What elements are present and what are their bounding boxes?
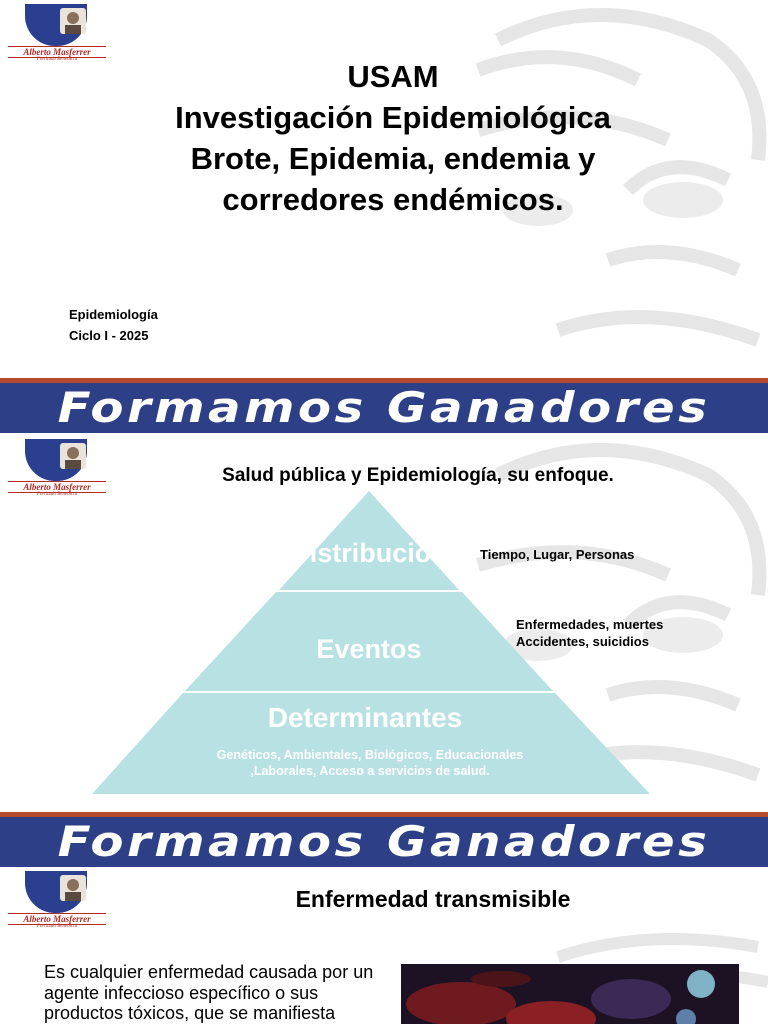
title-line-4: corredores endémicos.	[222, 182, 564, 217]
pyramid-middle-label: Eventos	[316, 634, 422, 664]
note-distribution: Tiempo, Lugar, Personas	[480, 547, 635, 562]
pyramid-top-label: Distribución	[290, 538, 448, 568]
logo-motto: Fortitudo Benedicta	[36, 924, 78, 929]
logo-motto: Fortitudo Benedicta	[36, 57, 78, 62]
cycle-label: Ciclo I - 2025	[69, 328, 149, 343]
slogan-text: Formamos Ganadores	[57, 817, 711, 866]
logo-name: Alberto Masferrer	[8, 46, 106, 58]
microorganism-image	[401, 964, 739, 1024]
note-events-1: Enfermedades, muertes	[516, 617, 664, 632]
slide-2	[0, 435, 768, 867]
title-line-2: Investigación Epidemiológica	[175, 100, 611, 135]
subject-label: Epidemiología	[69, 307, 158, 322]
logo-motto: Fortitudo Benedicta	[36, 492, 78, 497]
slogan-banner	[0, 378, 768, 433]
definition-text: Es cualquier enfermedad causada por un agente infeccioso específico o sus productos tóxicos, que se manifiesta	[44, 962, 374, 1023]
note-events-2: Accidentes, suicidios	[516, 634, 649, 649]
slide-title	[0, 56, 768, 220]
school-logo	[8, 4, 106, 62]
founder-portrait-icon	[60, 8, 86, 34]
logo-name: Alberto Masferrer	[8, 913, 106, 925]
slide-3	[0, 867, 768, 1024]
slogan-text: Formamos Ganadores	[57, 383, 711, 432]
pyramid-bottom-label: Determinantes	[267, 702, 463, 733]
title-line-1: USAM	[347, 59, 439, 94]
title-line-3: Brote, Epidemia, endemia y	[190, 141, 596, 176]
slogan-banner	[0, 812, 768, 867]
slide-1	[0, 0, 768, 435]
slide-title: Salud pública y Epidemiología, su enfoque.	[222, 465, 614, 486]
slide-title: Enfermedad transmisible	[295, 886, 571, 912]
bacteria-illustration	[401, 964, 739, 1024]
shield-icon	[25, 4, 87, 46]
logo-name: Alberto Masferrer	[8, 481, 106, 493]
pyramid-bottom-detail: Genéticos, Ambientales, Biológicos, Educacionales ,Laborales, Acceso a servicios de salud.	[216, 748, 524, 778]
